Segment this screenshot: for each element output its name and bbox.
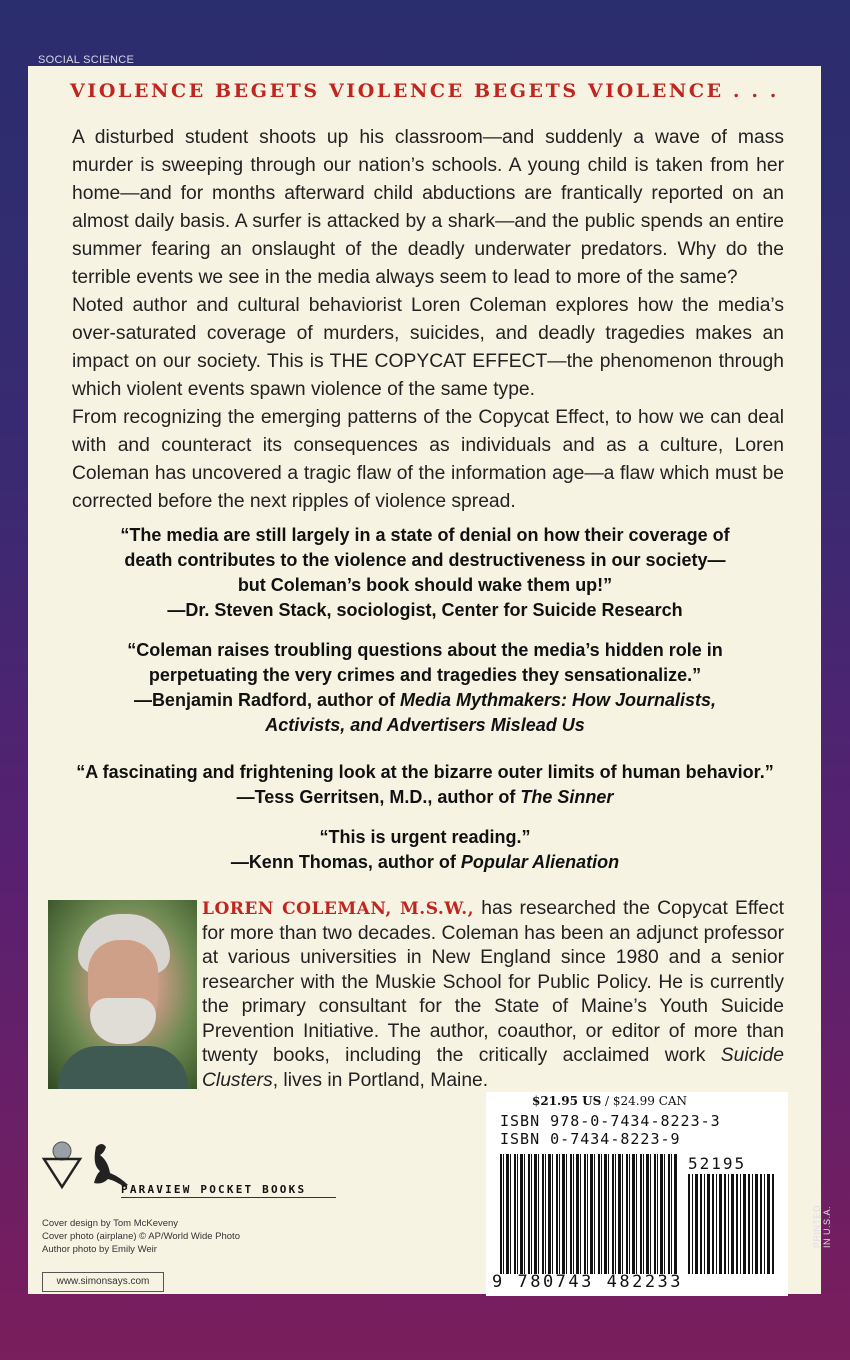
- quote-attribution: [30, 850, 820, 875]
- quote-stack: [30, 523, 820, 623]
- publisher-rule: [121, 1197, 336, 1198]
- quote-line: “The media are still largely in a state of denial on how their coverage of: [120, 525, 730, 545]
- attribution-prefix: —Kenn Thomas, author of: [230, 852, 461, 872]
- photo-shirt: [58, 1046, 188, 1089]
- bio-book-title: Suicide Clusters: [202, 1045, 784, 1091]
- ean-barcode: [500, 1154, 678, 1274]
- cover-design-credit: Cover design by Tom McKeveny: [42, 1218, 179, 1229]
- quote-thomas: [30, 825, 820, 875]
- quote-gerritsen: [30, 760, 820, 810]
- price-line: [532, 1094, 687, 1108]
- quote-attribution-cont: [30, 713, 820, 738]
- bio-text-end: , lives in Portland, Maine.: [272, 1069, 489, 1091]
- quote-line: “A fascinating and frightening look at the bizarre outer limits of human behavior.”: [76, 762, 774, 782]
- work-title: The Sinner: [520, 787, 614, 807]
- quote-line: “Coleman raises troubling questions about the media’s hidden role in: [127, 640, 723, 660]
- author-name: LOREN COLEMAN, M.S.W.,: [202, 899, 475, 919]
- work-title: Activists, and Advertisers Mislead Us: [265, 715, 585, 735]
- addon-barcode: [688, 1174, 776, 1274]
- quote-attribution: [30, 785, 820, 810]
- printed-in-label: PRINTED IN U.S.A.: [812, 1204, 832, 1248]
- bio-text: has researched the Copycat Effect for more than two decades. Coleman has been an adjunct professor at various universities in New England since 1980 and a senior researcher with the Muskie School for Public Policy. He is currently the primary consultant for the State of Maine’s Youth Suicide Prevention Initiative. The author, coauthor, or editor of more than twenty books, including the critically acclaimed work: [202, 898, 784, 1066]
- price-can: / $24.99 CAN: [601, 1094, 688, 1108]
- author-photo-credit: Author photo by Emily Weir: [42, 1244, 157, 1255]
- category-label: SOCIAL SCIENCE: [38, 54, 135, 66]
- photo-beard: [90, 998, 156, 1044]
- blurb-paragraph-3: From recognizing the emerging patterns of the Copycat Effect, to how we can deal with and counteract its consequences as individuals and as a culture, Loren Coleman has uncovered a tragic flaw of the information age—a flaw which must be corrected before the next ripples of violence spread.: [72, 407, 784, 512]
- author-photo: [48, 900, 197, 1089]
- attribution-prefix: —Tess Gerritsen, M.D., author of: [236, 787, 521, 807]
- quote-attribution: —Dr. Steven Stack, sociologist, Center for Suicide Research: [167, 600, 683, 620]
- barcode-box: [486, 1092, 788, 1296]
- price-us: $21.95 US: [532, 1094, 602, 1108]
- author-bio: [202, 897, 784, 1093]
- quote-line: “This is urgent reading.”: [319, 827, 531, 847]
- work-title: Media Mythmakers: How Journalists,: [399, 690, 717, 710]
- isbn-13: ISBN 978-0-7434-8223-3: [500, 1112, 721, 1130]
- quote-radford: [30, 638, 820, 738]
- quote-line: perpetuating the very crimes and tragedies they sensationalize.”: [148, 665, 702, 685]
- work-title: Popular Alienation: [460, 852, 620, 872]
- quote-line: but Coleman’s book should wake them up!”: [237, 575, 613, 595]
- blurb-paragraph-2: Noted author and cultural behaviorist Loren Coleman explores how the media’s over-saturated coverage of murders, suicides, and deadly tragedies makes an impact on our society. This is THE COPYCAT EFFECT—the phenomenon through which violent events spawn violence of the same type.: [72, 295, 784, 400]
- attribution-prefix: —Benjamin Radford, author of: [133, 690, 400, 710]
- publisher-name: PARAVIEW POCKET BOOKS: [121, 1183, 307, 1196]
- quote-attribution: [30, 688, 820, 713]
- ean-digits: 9 780743 482233: [492, 1272, 684, 1292]
- cover-photo-credit: Cover photo (airplane) © AP/World Wide Photo: [42, 1231, 240, 1242]
- headline: VIOLENCE BEGETS VIOLENCE BEGETS VIOLENCE . . .: [70, 80, 779, 102]
- blurb-paragraph-1: A disturbed student shoots up his classroom—and suddenly a wave of mass murder is sweeping through our nation’s schools. A young child is taken from her home—and for months afterward child abductions are frantically reported on an almost daily basis. A surfer is attacked by a shark—and the public spends an entire summer fearing an onslaught of the deadly underwater predators. Why do the terrible events we see in the media always seem to lead to more of the same?: [72, 127, 784, 288]
- website-url[interactable]: www.simonsays.com: [42, 1272, 164, 1292]
- isbn-10: ISBN 0-7434-8223-9: [500, 1130, 681, 1148]
- quote-line: death contributes to the violence and destructiveness in our society—: [124, 550, 726, 570]
- addon-price-code: 52195: [688, 1154, 747, 1173]
